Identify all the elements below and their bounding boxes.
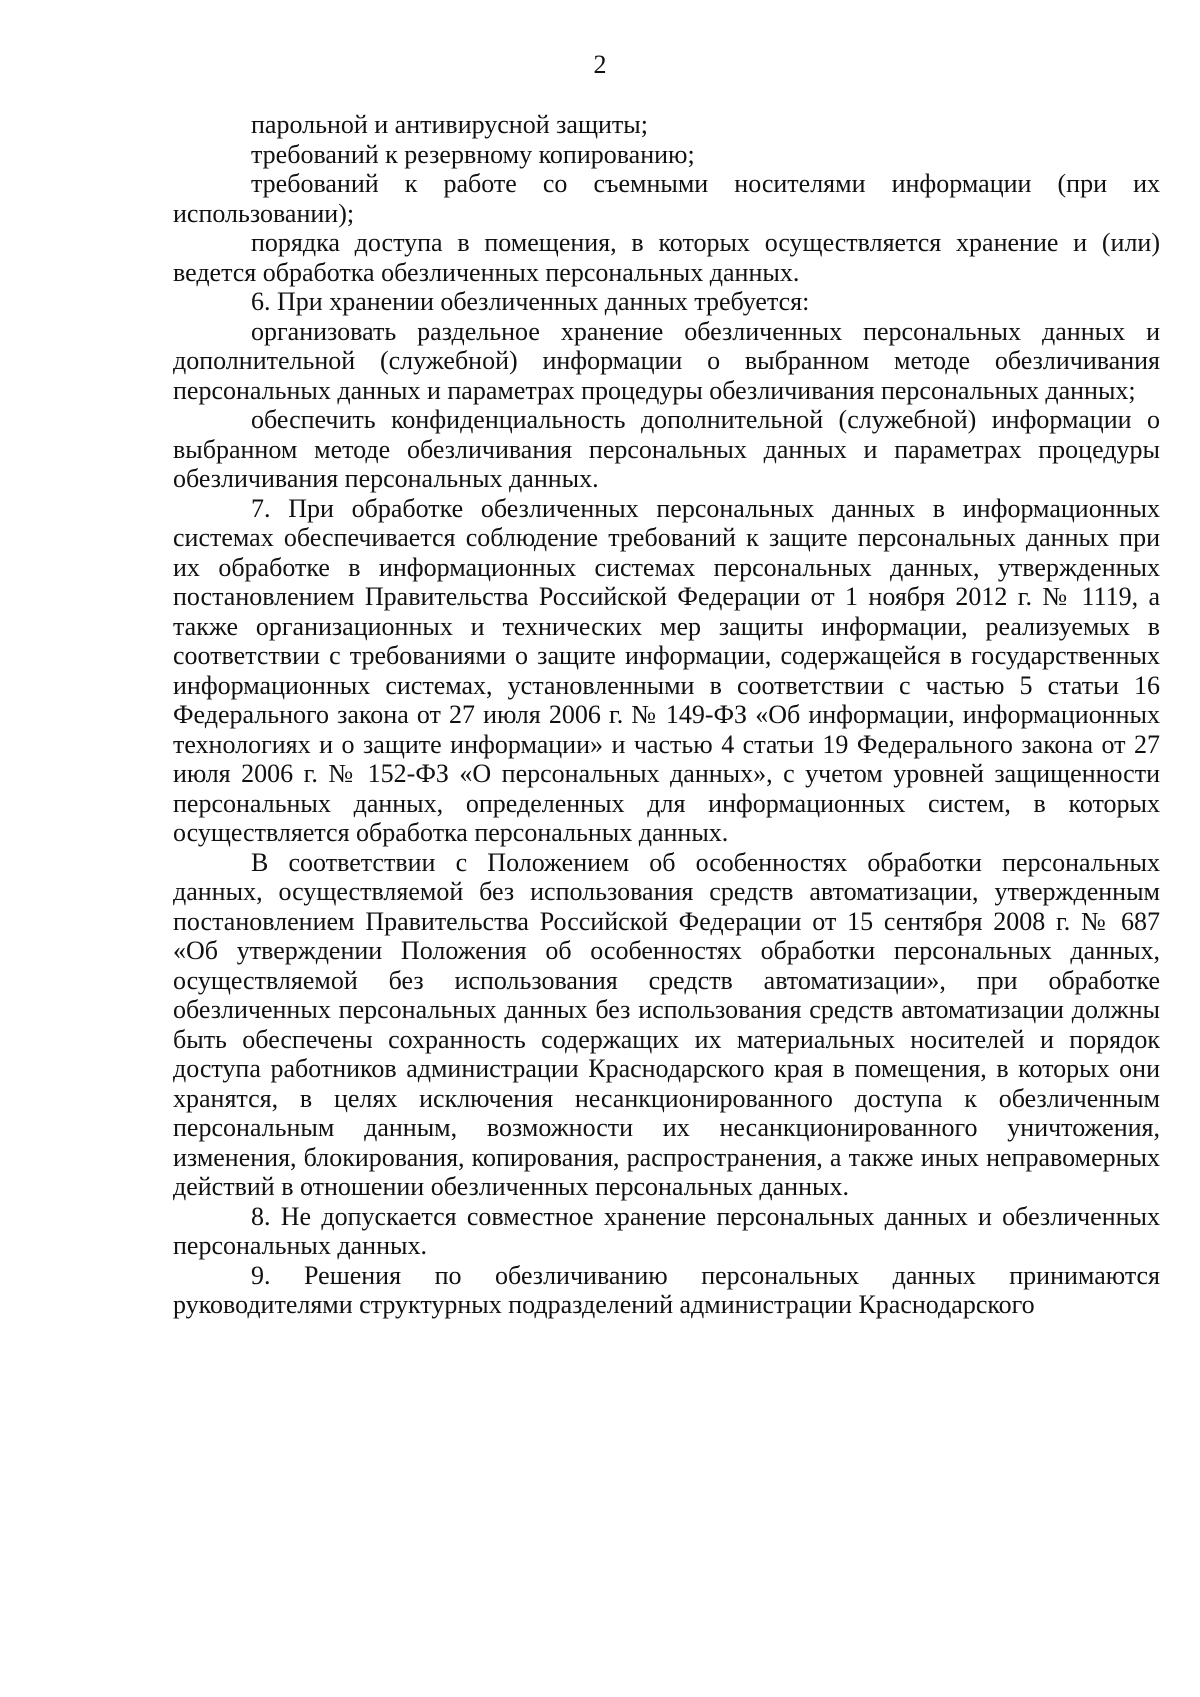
paragraph-item-8: 8. Не допускается совместное хранение персональных данных и обезличенных персональных данных. — [173, 1201, 1160, 1260]
paragraph-item-7: 7. При обработке обезличенных персональных данных в информационных системах обеспечивается соблюдение требований к защите персональных данных при их обработке в информационных системах персональных данных, утвержденных постановлением Правительства Российской Федерации от 1 ноября 2012 г. № 1119, а также организационных и технических мер защиты информации, реализуемых в соответствии с требованиями о защите информации, содержащейся в государственных информационных системах, установленными в соответствии с частью 5 статьи 16 Федерального закона от 27 июля 2006 г. № 149-ФЗ «Об информации, информационных технологиях и о защите информации» и частью 4 статьи 19 Федерального закона от 27 июля 2006 г. № 152-ФЗ «О персональных данных», с учетом уровней защищенности персональных данных, определенных для информационных систем, в которых осуществляется обработка персональных данных. — [173, 493, 1160, 847]
paragraph-separate-storage: организовать раздельное хранение обезличенных персональных данных и дополнительной (служебной) информации о выбранном методе обезличивания персональных данных и параметрах процедуры обезличивания персональных данных; — [173, 316, 1160, 405]
paragraph-backup-requirements: требований к резервному копированию; — [251, 139, 695, 169]
paragraph-removable-media: требований к работе со съемными носителями информации (при их использовании); — [173, 169, 1160, 228]
paragraph-premises-access: порядка доступа в помещения, в которых осуществляется хранение и (или) ведется обработка обезличенных персональных данных. — [173, 228, 1160, 287]
paragraph-item-6: 6. При хранении обезличенных данных требуется: — [251, 287, 810, 316]
paragraph-regulation-687: В соответствии с Положением об особенностях обработки персональных данных, осуществляемой без использования средств автоматизации, утвержденным постановлением Правительства Российской Федерации от 15 сентября 2008 г. № 687 «Об утверждении Положения об особенностях обработки персональных данных, осуществляемой без использования средств автоматизации», при обработке обезличенных персональных данных без использования средств автоматизации должны быть обеспечены сохранность содержащих их материальных носителей и порядок доступа работников администрации Краснодарского края в помещения, в которых они хранятся, в целях исключения несанкционированного доступа к обезличенным персональным данным, возможности их несанкционированного уничтожения, изменения, блокирования, копирования, распространения, а также иных неправомерных действий в отношении обезличенных персональных данных. — [173, 847, 1160, 1201]
paragraph-password-antivirus: парольной и антивирусной защиты; — [251, 110, 648, 139]
paragraph-item-9: 9. Решения по обезличиванию персональных данных принимаются руководителями структурных подразделений администрации Краснодарского — [173, 1260, 1160, 1319]
paragraph-confidentiality: обеспечить конфиденциальность дополнительной (служебной) информации о выбранном методе обезличивания персональных данных и параметрах процедуры обезличивания персональных данных. — [173, 405, 1160, 493]
document-body — [173, 110, 1160, 1320]
page-number: 2 — [593, 50, 607, 79]
